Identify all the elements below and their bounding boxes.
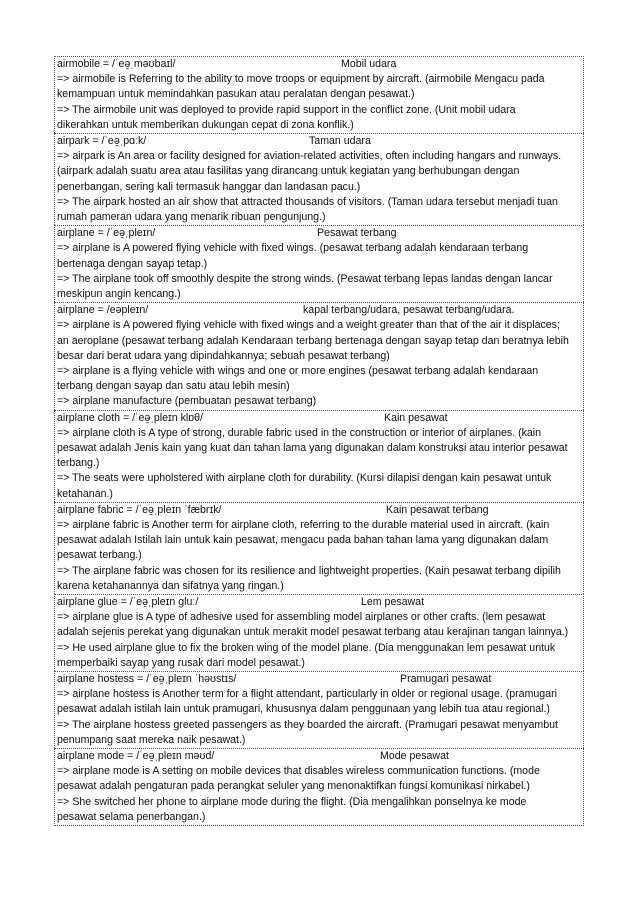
entry-header (57, 303, 583, 318)
entry-header (57, 595, 583, 610)
entry-header (57, 503, 583, 518)
definition-line: => She switched her phone to airplane mode during the flight. (Dia mengalihkan ponselnya ke mode (57, 795, 527, 808)
definition-line: penumpang saat mereka naik pesawat.) (57, 733, 246, 746)
translation: Pesawat terbang (317, 227, 397, 240)
definition-line: terbang.) (57, 457, 100, 470)
definition-line: pesawat adalah pengaturan pada perangkat seluler yang menonaktifkan fungsi komunikasi nirkabel.) (57, 780, 530, 793)
definition-line: dikerahkan untuk memberikan dukungan cepat di zona konflik.) (57, 118, 354, 131)
headword: airplane cloth = /ˈeə̯ˌpleɪn klɒθ/ (57, 411, 203, 424)
entry-header (57, 57, 583, 72)
headword: airplane = /ˈeə̯ˌpleɪn/ (57, 227, 156, 240)
entry-header (57, 134, 583, 149)
definition-line: meskipun angin kencang.) (57, 288, 181, 300)
definition-line: kemampuan untuk memindahkan pasukan atau peralatan dengan pesawat.) (57, 88, 415, 101)
headword: airplane = /eəpleɪn/ (57, 304, 149, 317)
definition-line: => airpark is An area or facility designed for aviation-related activities, often including hangars and runways. (57, 150, 562, 163)
translation: Mobil udara (341, 58, 397, 70)
definition-line: => The seats were upholstered with airplane cloth for durability. (Kursi dilapisi dengan kain pesawat untuk (57, 472, 552, 485)
headword: airpark = /ˈeə̯ˌpɑːk/ (57, 135, 147, 147)
definition-line: rumah pameran udara yang menarik ribuan pengunjung.) (57, 211, 326, 223)
translation: kapal terbang/udara, pesawat terbang/udara. (303, 304, 515, 317)
definition-line: pesawat selama penerbangan.) (57, 810, 206, 823)
definition-line: => airplane cloth is A type of strong, durable fabric used in the construction or interior of airplanes. (kain (57, 426, 542, 439)
definition-line: pesawat adalah Jenis kain yang kuat dan tahan lama yang digunakan dalam konstruksi atau interior pesawat (57, 442, 568, 454)
dictionary-page (54, 56, 584, 826)
definition-line: karena ketahanannya dan sifatnya yang ringan.) (57, 579, 284, 592)
entry-header (57, 226, 583, 241)
entry-header (57, 672, 583, 687)
translation: Kain pesawat (384, 411, 448, 424)
definition-line: => The airpark hosted an air show that attracted thousands of visitors. (Taman udara tersebut menjadi tuan (57, 195, 558, 208)
definition-line: => airplane is A powered flying vehicle with fixed wings. (pesawat terbang adalah kendaraan terbang (57, 242, 529, 255)
headword: airplane glue = /ˈeə̯ˌpleɪn gluː/ (57, 596, 199, 609)
headword: airplane fabric = /ˈeə̯ˌpleɪn ˈfæbrɪk/ (57, 503, 222, 516)
entry-header (57, 411, 583, 426)
definition-line: bertenaga dengan sayap tetap.) (57, 257, 208, 270)
headword: airplane hostess = /ˈeə̯ˌpleɪn ˈhəʊstɪs/ (57, 673, 237, 686)
translation: Lem pesawat (361, 596, 425, 609)
translation: Kain pesawat terbang (386, 503, 489, 516)
translation: Pramugari pesawat (400, 673, 492, 686)
definition-line: => The airmobile unit was deployed to provide rapid support in the conflict zone. (Unit mobil udara (57, 103, 516, 116)
definition-line: terbang dengan sayap dan satu atau lebih mesin) (57, 380, 290, 393)
dictionary-entry (54, 225, 584, 302)
definition-line: adalah sejenis perekat yang digunakan untuk merakit model pesawat terbang atau kerajinan tangan lainnya.) (57, 626, 569, 639)
definition-line: (airpark adalah suatu area atau fasilitas yang dirancang untuk kegiatan yang berhubungan dengan (57, 165, 520, 178)
dictionary-entry (54, 133, 584, 225)
dictionary-entry (54, 594, 584, 671)
definition-line: => airplane is A powered flying vehicle with fixed wings and a weight greater than that of the air it displaces; (57, 319, 560, 332)
definition-line: pesawat adalah Istilah lain untuk kain pesawat, mengacu pada bahan tahan lama yang digunakan dalam (57, 534, 549, 547)
definition-line: an aeroplane (pesawat terbang adalah Kendaraan terbang bertenaga dengan sayap tetap dan beratnya lebih (57, 334, 569, 347)
definition-line: => airplane mode is A setting on mobile devices that disables wireless communication functions. (mode (57, 765, 540, 778)
definition-line: => airplane fabric is Another term for airplane cloth, referring to the durable material used in aircraft. (kain (57, 519, 550, 531)
definition-line: penerbangan, sering kali termasuk hanggar dan landasan pacu.) (57, 180, 361, 193)
headword: airmobile = /ˈeə̯ˌməʊbaɪl/ (57, 58, 176, 70)
definition-line: => airplane glue is A type of adhesive used for assembling model airplanes or other crafts. (lem pesawat (57, 611, 546, 624)
dictionary-entry (54, 56, 584, 133)
definition-line: => The airplane fabric was chosen for its resilience and lightweight properties. (Kain pesawat terbang dipilih (57, 564, 561, 577)
definition-line: => He used airplane glue to fix the broken wing of the model plane. (Dia menggunakan lem pesawat untuk (57, 641, 556, 654)
definition-line: => airplane hostess is Another term for a flight attendant, particularly in older or regional usage. (pramugari (57, 688, 557, 701)
dictionary-entry (54, 302, 584, 409)
dictionary-entry (54, 748, 584, 826)
definition-line: => airplane manufacture (pembuatan pesawat terbang) (57, 395, 317, 408)
definition-line: => The airplane took off smoothly despite the strong winds. (Pesawat terbang lepas landas dengan lancar (57, 272, 553, 285)
definition-line: => airplane is a flying vehicle with wings and one or more engines (pesawat terbang adalah kendaraan (57, 365, 539, 377)
definition-line: => The airplane hostess greeted passengers as they boarded the aircraft. (Pramugari pesawat menyambut (57, 718, 558, 731)
dictionary-entry (54, 410, 584, 502)
headword: airplane mode = /ˈeə̯ˌpleɪn məʊd/ (57, 750, 215, 763)
definition-line: pesawat terbang.) (57, 549, 142, 562)
definition-line: memperbaiki sayap yang rusak dari model pesawat.) (57, 656, 305, 669)
entry-header (57, 749, 583, 764)
definition-line: ketahanan.) (57, 487, 113, 500)
translation: Taman udara (309, 135, 371, 147)
definition-line: pesawat adalah istilah lain untuk pramugari, khususnya dalam penggunaan yang lebih tua atau regional.) (57, 703, 550, 716)
dictionary-entry (54, 671, 584, 748)
definition-line: => airmobile is Referring to the ability to move troops or equipment by aircraft. (airmobile Mengacu pada (57, 73, 545, 86)
dictionary-entry (54, 502, 584, 594)
definition-line: besar dari berat udara yang dipindahkannya; sebuah pesawat terbang) (57, 349, 390, 362)
translation: Mode pesawat (380, 750, 449, 763)
